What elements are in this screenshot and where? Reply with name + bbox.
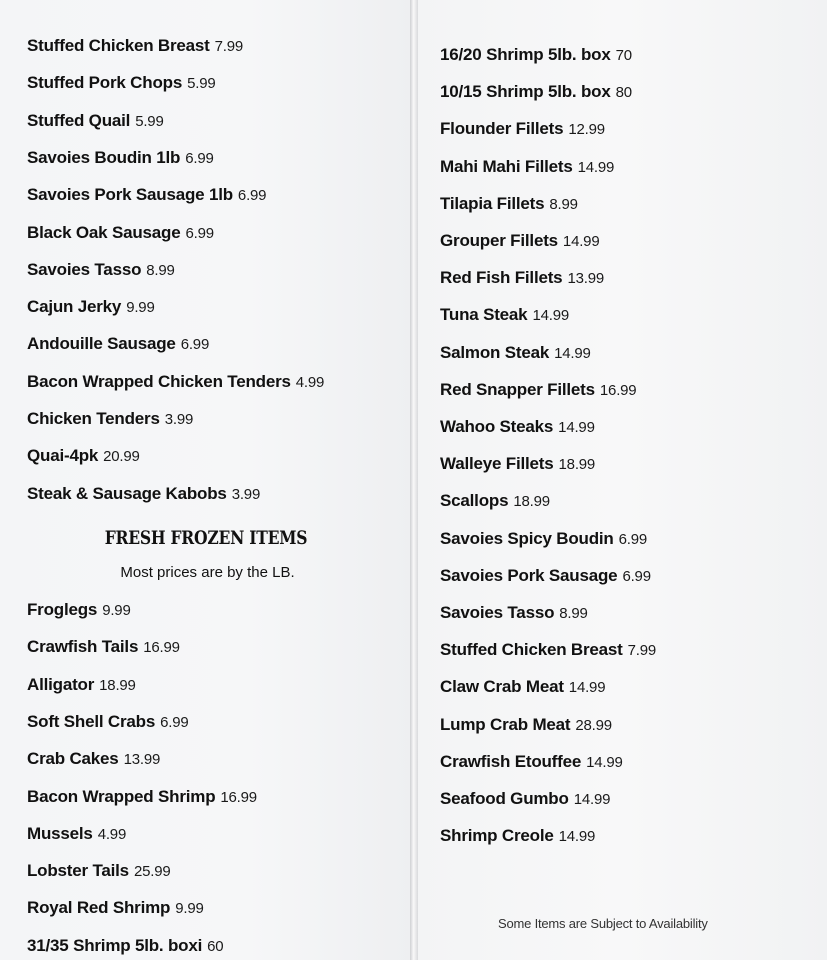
- menu-item-name: Soft Shell Crabs: [27, 711, 156, 731]
- menu-item: [27, 223, 214, 244]
- menu-item-name: Seafood Gumbo: [440, 789, 569, 808]
- menu-item-name: 16/20 Shrimp 5lb. box: [440, 45, 611, 64]
- menu-item-name: Cajun Jerky: [27, 297, 122, 317]
- menu-item-price: 14.99: [568, 679, 606, 697]
- menu-item-name: Savoies Tasso: [27, 259, 142, 279]
- menu-item-price: 16.99: [220, 788, 257, 806]
- menu-item: [27, 637, 180, 658]
- menu-item-price: 9.99: [175, 900, 204, 918]
- menu-item-name: Stuffed Quail: [27, 110, 131, 130]
- menu-item-price: 5.99: [187, 75, 216, 93]
- menu-item-name: Crab Cakes: [27, 749, 119, 769]
- menu-item-price: 14.99: [586, 753, 623, 771]
- menu-item-name: Claw Crab Meat: [440, 677, 564, 697]
- menu-item-name: Black Oak Sausage: [27, 222, 181, 242]
- menu-item-price: 14.99: [558, 419, 595, 436]
- menu-item-price: 6.99: [618, 530, 648, 548]
- menu-item-name: Savoies Boudin 1lb: [27, 147, 181, 167]
- menu-item: [440, 603, 588, 624]
- section-title: FRESH FROZEN ITEMS: [104, 527, 308, 549]
- menu-item: [440, 715, 612, 736]
- menu-item-price: 80: [615, 84, 632, 102]
- menu-item: [440, 380, 636, 401]
- menu-item: [440, 157, 614, 178]
- menu-item-price: 70: [615, 47, 632, 64]
- menu-item: [27, 148, 214, 169]
- menu-item: [27, 260, 175, 281]
- menu-item-name: Red Snapper Fillets: [440, 379, 595, 399]
- menu-item-price: 18.99: [99, 676, 136, 694]
- menu-item-name: Chicken Tenders: [27, 409, 160, 428]
- menu-item-price: 7.99: [214, 38, 244, 55]
- menu-item: [440, 417, 595, 438]
- menu-item-price: 13.99: [123, 751, 161, 769]
- menu-item-price: 9.99: [126, 299, 155, 317]
- menu-item: [440, 119, 605, 140]
- menu-item: [27, 936, 223, 957]
- menu-item-name: Froglegs: [27, 600, 98, 619]
- menu-item-price: 8.99: [559, 605, 588, 622]
- menu-item-name: Savoies Pork Sausage: [440, 565, 618, 585]
- menu-item: [440, 491, 550, 512]
- menu-item: [27, 749, 160, 770]
- menu-item: [27, 73, 215, 94]
- menu-item: [440, 45, 632, 66]
- menu-item-name: Shrimp Creole: [440, 826, 554, 846]
- menu-item-price: 8.99: [549, 195, 578, 213]
- menu-item-price: 12.99: [568, 121, 605, 139]
- menu-item: [27, 861, 171, 882]
- menu-item: [27, 372, 324, 393]
- menu-item: [27, 675, 136, 696]
- menu-item-name: Alligator: [27, 674, 95, 694]
- menu-item-name: Steak & Sausage Kabobs: [27, 483, 227, 503]
- menu-item-price: 6.99: [622, 567, 651, 585]
- menu-item: [440, 305, 569, 326]
- menu-item-name: Savoies Tasso: [440, 603, 555, 622]
- menu-item-name: Scallops: [440, 491, 509, 511]
- menu-item-name: Stuffed Chicken Breast: [440, 640, 623, 660]
- availability-note: Some Items are Subject to Availability: [498, 916, 708, 931]
- menu-item-name: Bacon Wrapped Shrimp: [27, 786, 216, 806]
- menu-item-price: 8.99: [146, 261, 175, 279]
- menu-item: [27, 36, 243, 57]
- menu-item: [440, 826, 595, 847]
- menu-item-name: Grouper Fillets: [440, 231, 558, 250]
- menu-item-price: 7.99: [627, 642, 657, 660]
- menu-item-name: Flounder Fillets: [440, 119, 564, 139]
- menu-item: [440, 752, 623, 773]
- menu-item: [440, 343, 591, 364]
- menu-item-name: Walleye Fillets: [440, 454, 554, 474]
- menu-item-name: Savoies Spicy Boudin: [440, 528, 614, 548]
- menu-item: [27, 712, 189, 733]
- menu-item-name: Bacon Wrapped Chicken Tenders: [27, 371, 291, 391]
- menu-item-name: 10/15 Shrimp 5lb. box: [440, 82, 611, 102]
- menu-item-name: 31/35 Shrimp 5lb. boxi: [27, 935, 203, 955]
- menu-item-price: 6.99: [180, 336, 210, 354]
- menu-item: [440, 268, 604, 289]
- menu-item: [27, 446, 140, 467]
- menu-item-price: 14.99: [532, 307, 569, 325]
- menu-item: [27, 111, 164, 132]
- menu-item-price: 14.99: [562, 233, 600, 250]
- menu-item-price: 6.99: [185, 224, 214, 242]
- menu-item: [440, 529, 647, 550]
- menu-item: [27, 600, 131, 621]
- menu-item: [27, 898, 204, 919]
- menu-item: [27, 297, 155, 318]
- menu-item-price: 18.99: [558, 456, 596, 474]
- menu-item: [27, 787, 257, 808]
- menu-item-name: Lump Crab Meat: [440, 714, 571, 734]
- menu-item-price: 13.99: [567, 270, 604, 288]
- menu-item-name: Red Fish Fillets: [440, 268, 563, 288]
- menu-item-price: 14.99: [558, 828, 596, 846]
- menu-item: [440, 82, 632, 103]
- menu-item-price: 28.99: [575, 716, 612, 734]
- menu-item: [27, 185, 266, 206]
- menu-item-name: Tuna Steak: [440, 305, 528, 325]
- menu-item-name: Crawfish Tails: [27, 637, 139, 657]
- menu-item-price: 6.99: [185, 149, 214, 167]
- menu-item-price: 6.99: [160, 713, 189, 731]
- menu-item: [440, 231, 599, 252]
- menu-item-name: Andouille Sausage: [27, 334, 176, 354]
- menu-item: [440, 194, 578, 215]
- menu-item: [27, 484, 260, 505]
- menu-item-price: 5.99: [135, 112, 164, 130]
- menu-item: [440, 789, 610, 810]
- menu-item-name: Crawfish Etouffee: [440, 751, 582, 771]
- menu-fold: [410, 0, 418, 960]
- menu-item-price: 20.99: [103, 448, 140, 466]
- menu-right-page: [416, 0, 827, 960]
- menu-item-name: Stuffed Pork Chops: [27, 73, 183, 93]
- menu-item-price: 14.99: [577, 158, 615, 176]
- menu-item-price: 14.99: [573, 791, 611, 808]
- section-subtitle: Most prices are by the LB.: [120, 564, 295, 581]
- menu-item-price: 16.99: [599, 381, 637, 399]
- menu-left-page: [0, 0, 412, 960]
- menu-item-name: Mussels: [27, 823, 93, 843]
- menu-item-name: Royal Red Shrimp: [27, 898, 171, 918]
- menu-item-price: 9.99: [102, 602, 131, 619]
- menu-item: [27, 409, 193, 430]
- menu-item-name: Lobster Tails: [27, 861, 129, 881]
- menu-item: [440, 454, 595, 475]
- menu-item: [440, 677, 605, 698]
- menu-item: [440, 566, 651, 587]
- menu-item: [27, 824, 126, 845]
- menu-item-price: 3.99: [164, 411, 194, 428]
- menu-item-price: 6.99: [237, 187, 267, 205]
- menu-item-name: Tilapia Fillets: [440, 193, 545, 213]
- menu-item-price: 3.99: [231, 485, 261, 503]
- menu-item-name: Wahoo Steaks: [440, 417, 554, 436]
- menu-item-price: 60: [207, 937, 224, 955]
- menu-item-price: 16.99: [143, 639, 180, 657]
- menu-item: [440, 640, 656, 661]
- menu-item-price: 4.99: [295, 373, 325, 391]
- menu-item-name: Stuffed Chicken Breast: [27, 36, 210, 55]
- menu-item-price: 4.99: [97, 825, 127, 843]
- menu-item-name: Savoies Pork Sausage 1lb: [27, 185, 233, 205]
- menu-item-name: Mahi Mahi Fillets: [440, 156, 573, 176]
- menu-item-name: Quai-4pk: [27, 446, 99, 466]
- menu-item-price: 25.99: [133, 863, 171, 881]
- menu-item: [27, 334, 209, 355]
- menu-item-name: Salmon Steak: [440, 342, 550, 362]
- menu-item-price: 14.99: [554, 344, 591, 362]
- menu-item-price: 18.99: [513, 493, 550, 511]
